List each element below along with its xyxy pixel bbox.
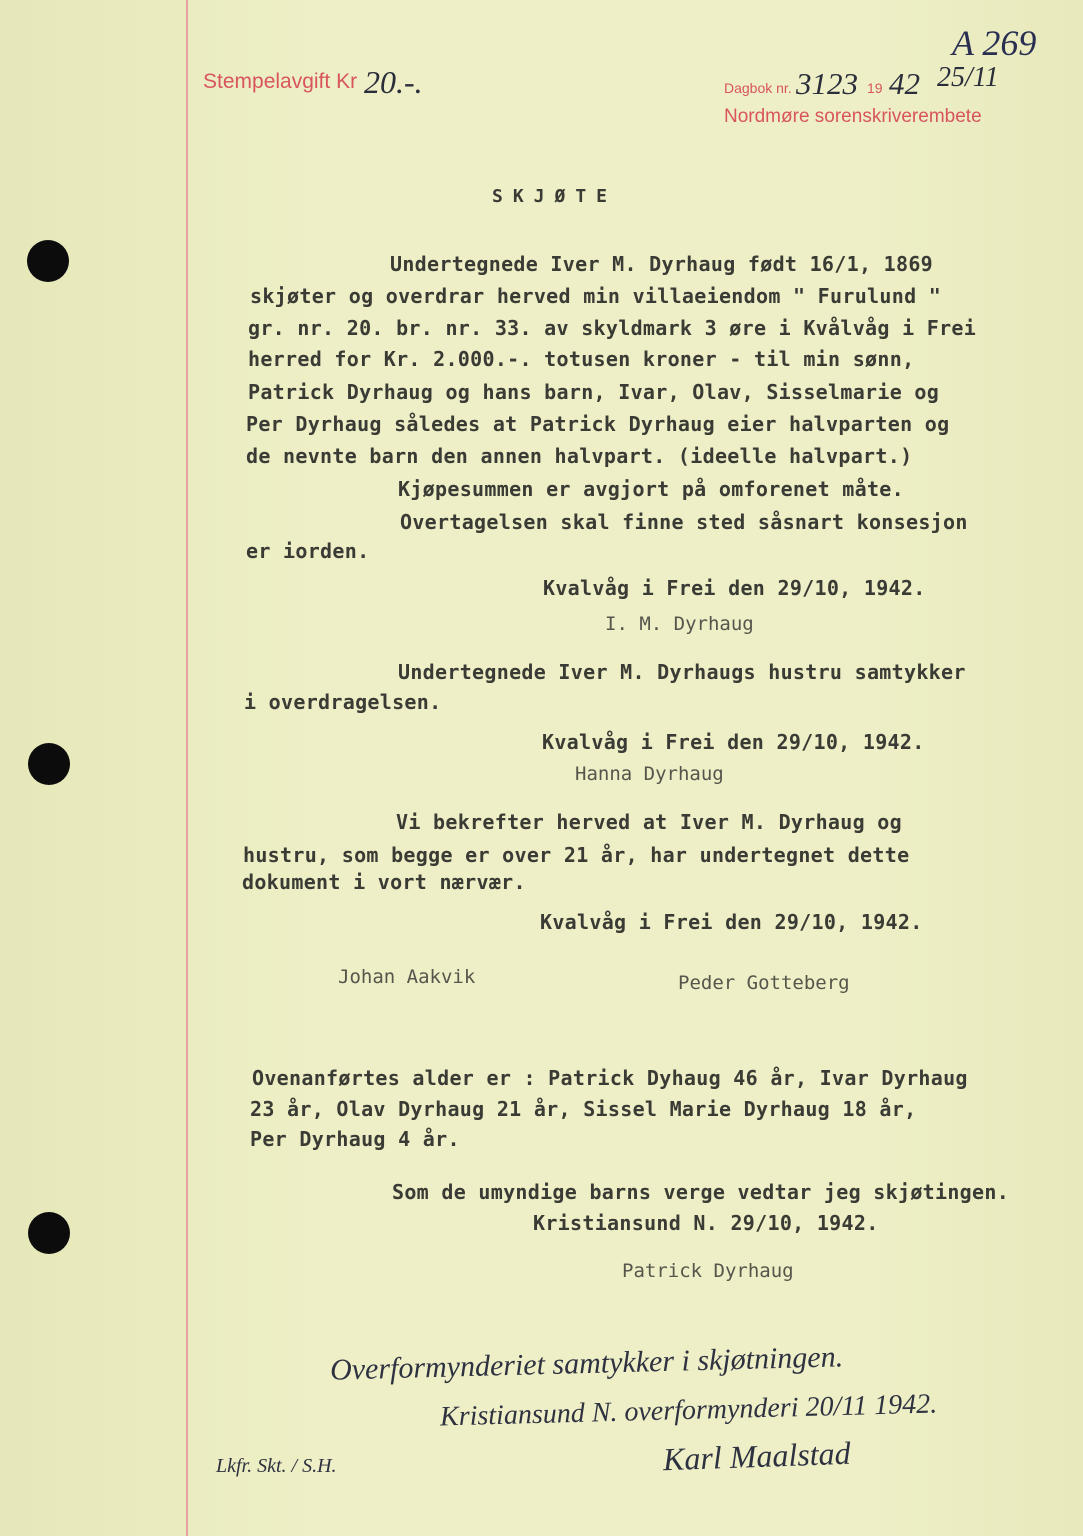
binder-hole [28, 743, 70, 785]
text-line: Undertegnede Iver M. Dyrhaug født 16/1, 1869 [390, 252, 934, 276]
signature-witness-1: Johan Aakvik [338, 966, 476, 988]
binder-hole [27, 240, 69, 282]
folio-number: A 269 [952, 23, 1037, 63]
text-line: Ovenanførtes alder er : Patrick Dyhaug 46 år, Ivar Dyrhaug [252, 1066, 968, 1090]
text-line: Kjøpesummen er avgjort på omforenet måte. [398, 477, 904, 501]
text-line: skjøter og overdrar herved min villaeiendom " Furulund " [250, 284, 942, 308]
place-date-line: Kvalvåg i Frei den 29/10, 1942. [540, 910, 923, 934]
stamp-year: 42 [889, 66, 920, 101]
document-title: SKJØTE [492, 186, 618, 207]
text-line: herred for Kr. 2.000.-. totusen kroner - til min sønn, [248, 347, 915, 371]
text-line: de nevnte barn den annen halvpart. (ideelle halvpart.) [246, 444, 913, 468]
text-line: hustru, som begge er over 21 år, har undertegnet dette [243, 843, 910, 867]
text-line: Overtagelsen skal finne sted såsnart konsesjon [400, 510, 968, 534]
binder-hole [28, 1212, 70, 1254]
place-date-line: Kristiansund N. 29/10, 1942. [533, 1211, 879, 1235]
stamp-fee-amount: 20.-. [364, 64, 423, 100]
red-margin-line [186, 0, 188, 1536]
text-line: er iorden. [246, 539, 370, 563]
stamp-dagbok-number: 3123 [796, 66, 858, 101]
stamp-dagbok-label: Dagbok nr. [724, 80, 792, 96]
stamp-year-prefix: 19 [867, 80, 883, 96]
text-line: Vi bekrefter herved at Iver M. Dyrhaug og [396, 810, 902, 834]
text-line: dokument i vort nærvær. [242, 870, 526, 894]
text-line: Per Dyrhaug således at Patrick Dyrhaug eier halvparten og [246, 412, 950, 436]
stamp-office: Nordmøre sorenskriverembete [724, 106, 982, 127]
handwritten-approval-line: Kristiansund N. overformynderi 20/11 1942. [439, 1388, 938, 1433]
handwritten-corner-note: Lkfr. Skt. / S.H. [216, 1455, 337, 1477]
handwritten-approval-line: Overformynderiet samtykker i skjøtningen. [329, 1340, 844, 1387]
place-date-line: Kvalvåg i Frei den 29/10, 1942. [542, 730, 925, 754]
handwritten-signature: Karl Maalstad [662, 1434, 852, 1478]
signature-seller: I. M. Dyrhaug [605, 613, 754, 635]
signature-guardian: Patrick Dyrhaug [622, 1260, 794, 1282]
stamp-fee-label: Stempelavgift Kr [203, 70, 358, 93]
signature-wife: Hanna Dyrhaug [575, 763, 724, 785]
text-line: gr. nr. 20. br. nr. 33. av skyldmark 3 øre i Kvålvåg i Frei [248, 316, 977, 340]
text-line: Som de umyndige barns verge vedtar jeg skjøtingen. [392, 1180, 1010, 1204]
stamp-date: 25/11 [937, 62, 999, 93]
text-line: 23 år, Olav Dyrhaug 21 år, Sissel Marie Dyrhaug 18 år, [250, 1097, 917, 1121]
text-line: Undertegnede Iver M. Dyrhaugs hustru samtykker [398, 660, 966, 684]
text-line: Per Dyrhaug 4 år. [250, 1127, 460, 1151]
text-line: i overdragelsen. [244, 690, 442, 714]
place-date-line: Kvalvåg i Frei den 29/10, 1942. [543, 576, 926, 600]
signature-witness-2: Peder Gotteberg [678, 972, 850, 994]
text-line: Patrick Dyrhaug og hans barn, Ivar, Olav, Sisselmarie og [248, 380, 940, 404]
